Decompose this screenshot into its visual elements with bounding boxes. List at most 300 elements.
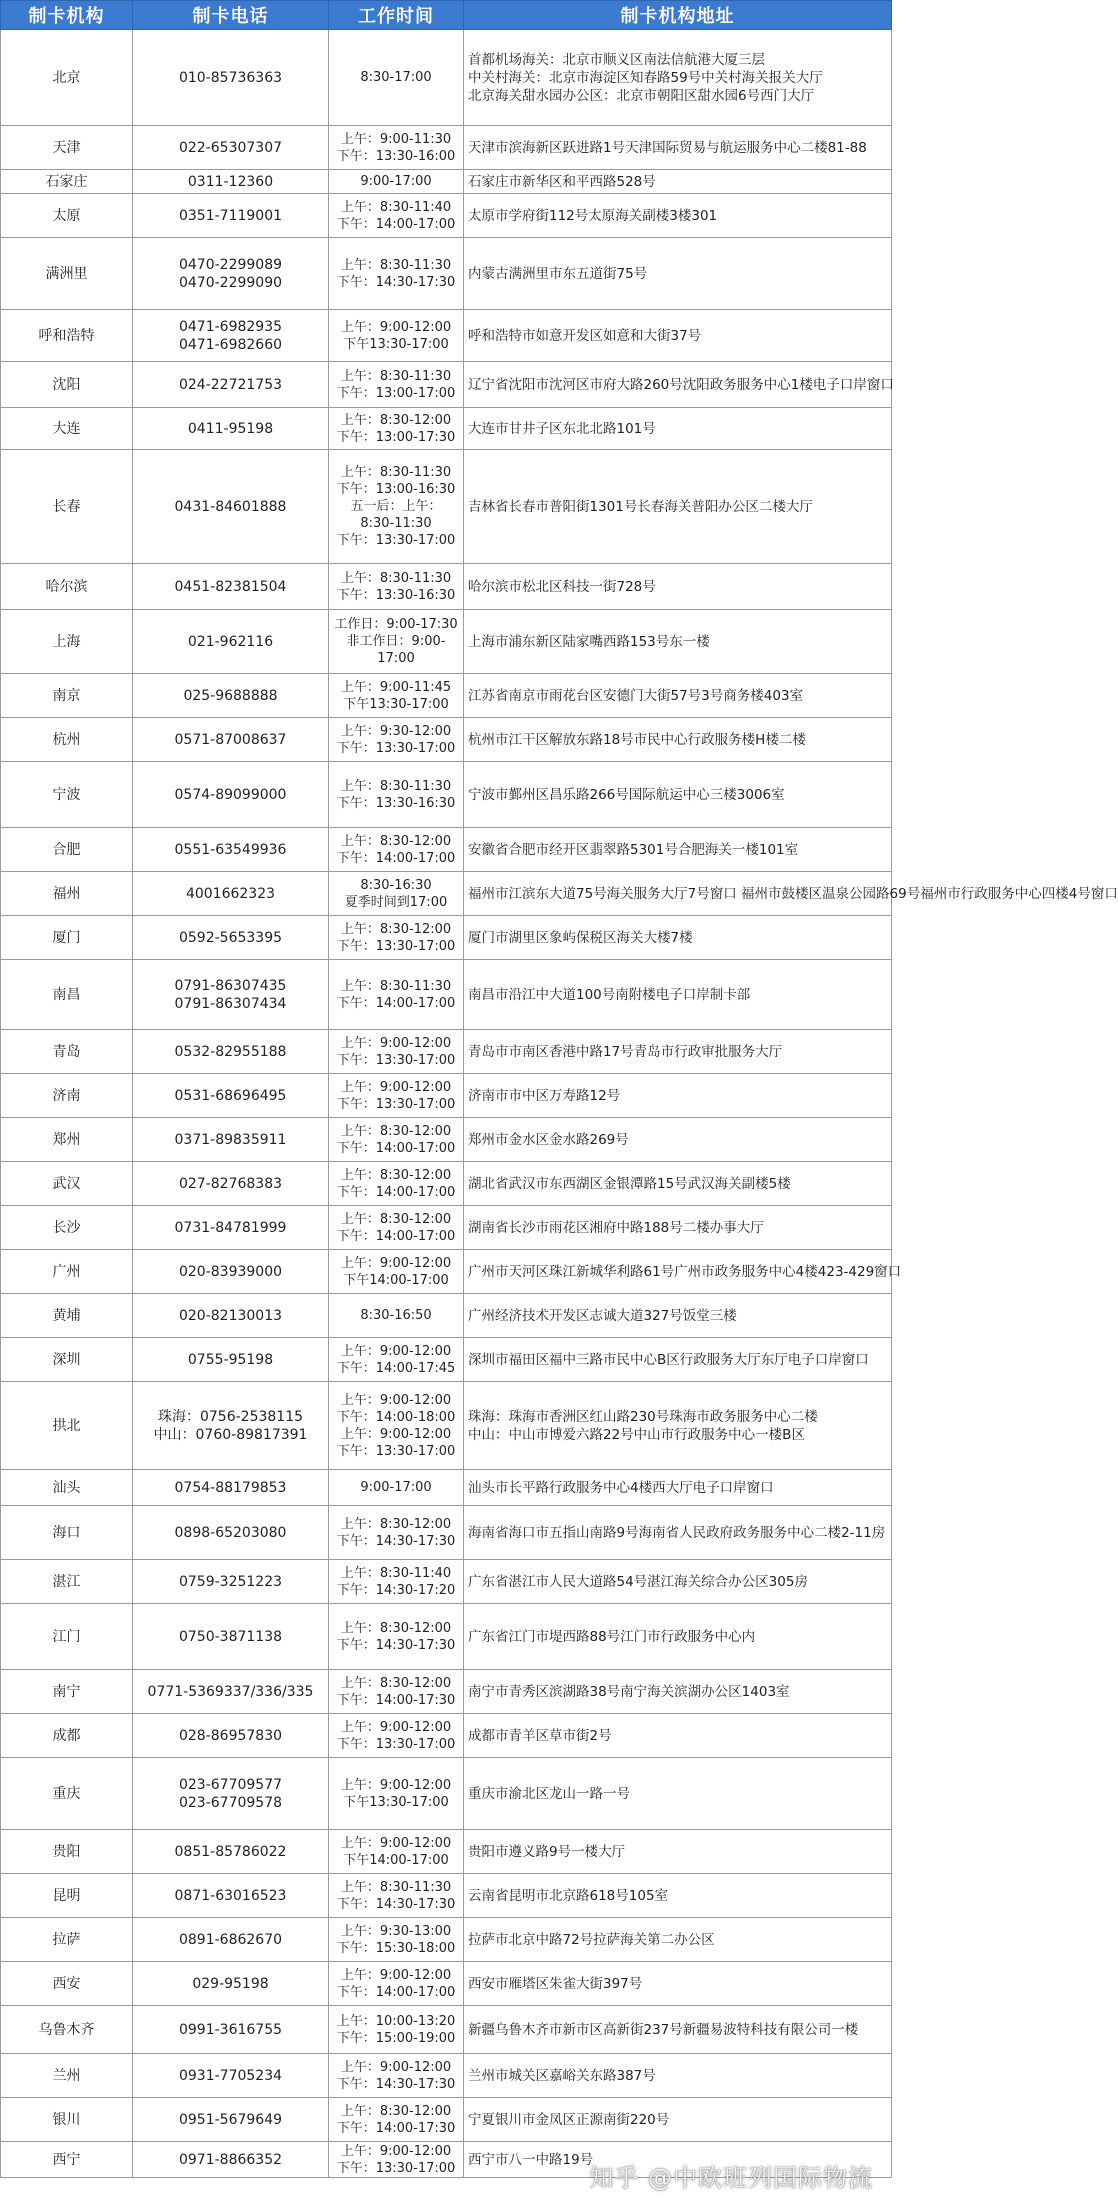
office-hours — [329, 1604, 464, 1670]
office-hours-line: 上午：9:00-12:00 — [340, 1967, 452, 1983]
office-address — [464, 2054, 892, 2098]
office-hours — [329, 170, 464, 194]
office-hours — [329, 1338, 464, 1382]
table-row — [1, 408, 892, 450]
header-office: 制卡机构 — [1, 1, 133, 30]
table-row — [1, 2006, 892, 2054]
office-hours — [329, 1382, 464, 1470]
office-phone-line: 010-85736363 — [178, 69, 283, 86]
table-row — [1, 564, 892, 610]
office-phone — [133, 1470, 329, 1506]
office-hours — [329, 1294, 464, 1338]
office-address-line: 重庆市渝北区龙山一路一号 — [468, 1785, 630, 1802]
office-address-line: 海南省海口市五指山南路9号海南省人民政府政务服务中心二楼2-11房 — [468, 1524, 886, 1541]
office-name: 呼和浩特 — [1, 310, 133, 362]
office-hours-line: 上午：9:00-12:00 — [340, 1719, 452, 1735]
office-name: 福州 — [1, 872, 133, 916]
office-hours-line: 上午：9:00-12:00 — [340, 2059, 452, 2075]
table-row — [1, 1470, 892, 1506]
office-phone — [133, 450, 329, 564]
office-address — [464, 1962, 892, 2006]
table-row — [1, 194, 892, 238]
office-address-line: 湖北省武汉市东西湖区金银潭路15号武汉海关副楼5楼 — [468, 1175, 791, 1192]
office-hours — [329, 872, 464, 916]
office-phone — [133, 1830, 329, 1874]
office-phone-line: 0759-3251223 — [178, 1573, 283, 1590]
office-address-line: 广东省湛江市人民大道路54号湛江海关综合办公区305房 — [468, 1573, 808, 1590]
office-phone-line: 0898-65203080 — [174, 1524, 287, 1541]
office-address-line: 首都机场海关：北京市顺义区南法信航港大厦三层 — [468, 51, 765, 68]
office-hours — [329, 960, 464, 1030]
office-address — [464, 310, 892, 362]
office-hours-line: 下午：14:00-17:00 — [336, 216, 456, 232]
office-name: 银川 — [1, 2098, 133, 2142]
office-hours-line: 下午：13:00-16:30 — [336, 482, 456, 497]
office-hours — [329, 362, 464, 408]
office-phone-line: 0471-6982660 — [178, 336, 283, 353]
office-phone-line: 024-22721753 — [178, 376, 283, 393]
office-address — [464, 610, 892, 674]
office-hours — [329, 564, 464, 610]
office-phone-line: 中山：0760-89817391 — [153, 1426, 308, 1443]
office-hours — [329, 1670, 464, 1714]
office-address-line: 辽宁省沈阳市沈河区市府大路260号沈阳政务服务中心1楼电子口岸窗口 — [468, 376, 894, 393]
office-phone-line: 0851-85786022 — [174, 1843, 287, 1860]
table-row — [1, 2054, 892, 2098]
office-phone — [133, 194, 329, 238]
office-phone — [133, 310, 329, 362]
table-row — [1, 1338, 892, 1382]
office-address-line: 汕头市长平路行政服务中心4楼西大厅电子口岸窗口 — [468, 1479, 774, 1496]
office-address — [464, 1162, 892, 1206]
office-name: 重庆 — [1, 1758, 133, 1830]
office-name: 青岛 — [1, 1030, 133, 1074]
office-phone-line: 0971-8866352 — [178, 2151, 283, 2168]
office-phone-line: 023-67709577 — [178, 1776, 283, 1793]
table-row — [1, 1118, 892, 1162]
office-phone — [133, 1382, 329, 1470]
office-address — [464, 408, 892, 450]
office-hours-line: 下午：13:30-16:00 — [336, 148, 456, 164]
office-address — [464, 194, 892, 238]
office-phone-line: 0532-82955188 — [174, 1043, 287, 1060]
office-hours-line: 上午：8:30-12:00 — [340, 1123, 452, 1139]
office-hours-line: 上午：9:00-12:00 — [340, 1835, 452, 1851]
office-name: 武汉 — [1, 1162, 133, 1206]
office-phone-line: 0371-89835911 — [174, 1131, 287, 1148]
office-phone — [133, 674, 329, 718]
office-hours-line: 下午：14:30-17:30 — [336, 2076, 456, 2092]
office-address — [464, 1338, 892, 1382]
office-hours-line: 下午13:30-17:00 — [343, 1794, 449, 1810]
office-address-line: 中山：中山市博爱六路22号中山市行政服务中心一楼B区 — [468, 1426, 805, 1443]
office-hours-line: 上午：8:30-11:40 — [340, 1565, 452, 1581]
table-body — [1, 30, 1118, 2178]
office-phone — [133, 1118, 329, 1162]
office-phone-line: 0731-84781999 — [174, 1219, 287, 1236]
table-row — [1, 2098, 892, 2142]
office-name: 拱北 — [1, 1382, 133, 1470]
office-hours — [329, 1470, 464, 1506]
office-hours-line: 上午：8:30-12:00 — [340, 1211, 452, 1227]
office-phone — [133, 718, 329, 762]
office-hours — [329, 30, 464, 126]
office-hours — [329, 1506, 464, 1560]
office-name: 长春 — [1, 450, 133, 564]
office-phone — [133, 362, 329, 408]
office-address-line: 成都市青羊区草市街2号 — [468, 1727, 612, 1744]
office-phone — [133, 1206, 329, 1250]
table-row — [1, 1714, 892, 1758]
office-phone-line: 0771-5369337/336/335 — [147, 1683, 314, 1700]
office-phone-line: 0470-2299090 — [178, 274, 283, 291]
office-hours — [329, 310, 464, 362]
office-address-line: 深圳市福田区福中三路市民中心B区行政服务大厅东厅电子口岸窗口 — [468, 1351, 869, 1368]
office-hours — [329, 1758, 464, 1830]
office-name: 南昌 — [1, 960, 133, 1030]
office-hours — [329, 718, 464, 762]
office-hours-line: 上午：9:00-11:30 — [340, 131, 452, 147]
office-hours-line: 工作日：9:00-17:30 — [334, 617, 458, 632]
office-hours-line: 下午14:00-17:00 — [343, 1272, 449, 1288]
office-phone-line: 0431-84601888 — [174, 498, 287, 515]
office-address-line: 广州经济技术开发区志诚大道327号饭堂三楼 — [468, 1307, 737, 1324]
office-phone-line: 0351-7119001 — [178, 207, 283, 224]
office-hours — [329, 916, 464, 960]
table-row — [1, 828, 892, 872]
office-address — [464, 1670, 892, 1714]
office-name: 湛江 — [1, 1560, 133, 1604]
office-address-line: 哈尔滨市松北区科技一街728号 — [468, 578, 656, 595]
office-hours — [329, 1874, 464, 1918]
office-hours-line: 上午：8:30-12:00 — [340, 1620, 452, 1636]
office-address-line: 云南省昆明市北京路618号105室 — [468, 1887, 669, 1904]
office-name: 哈尔滨 — [1, 564, 133, 610]
office-hours — [329, 1118, 464, 1162]
office-phone-line: 0531-68696495 — [174, 1087, 287, 1104]
office-address-line: 广州市天河区珠江新城华利路61号广州市政务服务中心4楼423-429窗口 — [468, 1263, 902, 1280]
office-address — [464, 1118, 892, 1162]
office-address-line: 太原市学府街112号太原海关副楼3楼301 — [468, 207, 718, 224]
office-hours — [329, 450, 464, 564]
office-hours-line: 下午：14:00-17:45 — [336, 1360, 456, 1376]
table-row — [1, 1206, 892, 1250]
office-phone — [133, 126, 329, 170]
office-hours-line: 非工作日：9:00- — [346, 634, 446, 649]
office-hours — [329, 238, 464, 310]
office-name: 兰州 — [1, 2054, 133, 2098]
office-address-line: 宁波市鄞州区昌乐路266号国际航运中心三楼3006室 — [468, 786, 785, 803]
office-hours-line: 下午14:00-17:00 — [343, 1852, 449, 1868]
office-phone — [133, 1962, 329, 2006]
office-phone-line: 029-95198 — [192, 1975, 269, 1992]
office-address — [464, 2098, 892, 2142]
table-row — [1, 126, 892, 170]
office-hours-line: 下午：13:30-17:00 — [336, 533, 456, 548]
table-row — [1, 1162, 892, 1206]
office-name: 南宁 — [1, 1670, 133, 1714]
office-address-line: 宁夏银川市金凤区正源南街220号 — [468, 2111, 670, 2128]
office-address — [464, 718, 892, 762]
office-hours-line: 上午：9:00-12:00 — [340, 1079, 452, 1095]
office-hours-line: 8:30-11:30 — [360, 516, 432, 531]
office-hours-line: 下午：13:30-17:00 — [336, 1736, 456, 1752]
office-address — [464, 170, 892, 194]
office-hours-line: 下午：14:30-17:30 — [336, 274, 456, 290]
office-hours-line: 9:00-17:00 — [360, 1480, 432, 1495]
office-name: 满洲里 — [1, 238, 133, 310]
office-hours-line: 下午：13:30-17:00 — [336, 740, 456, 756]
table-row — [1, 1830, 892, 1874]
office-name: 昆明 — [1, 1874, 133, 1918]
office-hours-line: 上午：8:30-12:00 — [340, 833, 452, 849]
office-phone — [133, 1604, 329, 1670]
office-phone — [133, 916, 329, 960]
office-address-line: 南昌市沿江中大道100号南附楼电子口岸制卡部 — [468, 986, 751, 1003]
office-hours-line: 下午13:30-17:00 — [343, 696, 449, 712]
office-phone-line: 0411-95198 — [187, 420, 274, 437]
office-phone-line: 023-67709578 — [178, 1794, 283, 1811]
office-name: 海口 — [1, 1506, 133, 1560]
office-phone — [133, 828, 329, 872]
office-hours-line: 上午：8:30-12:00 — [340, 412, 452, 428]
office-phone — [133, 238, 329, 310]
office-phone-line: 0592-5653395 — [178, 929, 283, 946]
table-row — [1, 1758, 892, 1830]
office-address — [464, 30, 892, 126]
office-address — [464, 872, 1118, 916]
office-phone — [133, 610, 329, 674]
office-hours-line: 上午：9:00-12:00 — [340, 1777, 452, 1793]
office-name: 汕头 — [1, 1470, 133, 1506]
office-address — [464, 564, 892, 610]
office-hours — [329, 194, 464, 238]
office-hours-line: 上午：8:30-12:00 — [340, 1675, 452, 1691]
office-name: 拉萨 — [1, 1918, 133, 1962]
office-phone-line: 020-83939000 — [178, 1263, 283, 1280]
office-phone-line: 025-9688888 — [183, 687, 278, 704]
office-hours-line: 上午：10:00-13:20 — [336, 2013, 456, 2029]
office-hours — [329, 2006, 464, 2054]
office-phone-line: 0571-87008637 — [174, 731, 287, 748]
office-hours — [329, 674, 464, 718]
office-name: 上海 — [1, 610, 133, 674]
office-hours — [329, 1918, 464, 1962]
office-phone — [133, 1560, 329, 1604]
office-hours-line: 上午：8:30-11:30 — [340, 978, 452, 994]
office-hours-line: 8:30-16:50 — [360, 1308, 432, 1323]
office-phone — [133, 1294, 329, 1338]
office-hours — [329, 1162, 464, 1206]
office-phone — [133, 1714, 329, 1758]
office-phone-line: 027-82768383 — [178, 1175, 283, 1192]
office-phone-line: 0754-88179853 — [174, 1479, 287, 1496]
office-hours-line: 下午：14:00-17:30 — [336, 2120, 456, 2136]
office-address — [464, 238, 892, 310]
office-hours-line: 9:00-17:00 — [360, 174, 432, 189]
office-hours-line: 17:00 — [377, 651, 415, 666]
table-row — [1, 1604, 892, 1670]
office-name: 乌鲁木齐 — [1, 2006, 133, 2054]
office-phone — [133, 1162, 329, 1206]
office-address — [464, 1470, 892, 1506]
office-address — [464, 1250, 902, 1294]
office-hours — [329, 1714, 464, 1758]
office-address — [464, 1294, 892, 1338]
office-hours-line: 8:30-17:00 — [360, 70, 432, 85]
table-row — [1, 1560, 892, 1604]
office-hours-line: 上午：9:00-11:45 — [340, 679, 452, 695]
table-row — [1, 238, 892, 310]
table-row — [1, 362, 892, 408]
office-address-line: 呼和浩特市如意开发区如意和大街37号 — [468, 327, 702, 344]
office-hours-line: 下午：13:30-16:30 — [336, 587, 456, 603]
office-hours — [329, 2098, 464, 2142]
table-row — [1, 170, 892, 194]
office-hours-line: 下午：13:30-17:00 — [336, 2160, 456, 2176]
office-name: 深圳 — [1, 1338, 133, 1382]
office-hours — [329, 610, 464, 674]
office-hours-line: 上午：9:30-13:00 — [340, 1923, 452, 1939]
office-address — [464, 1560, 892, 1604]
table-row — [1, 310, 892, 362]
office-address — [464, 762, 892, 828]
office-address — [464, 1030, 892, 1074]
office-phone-line: 0311-12360 — [187, 173, 274, 190]
office-address-line: 郑州市金水区金水路269号 — [468, 1131, 629, 1148]
office-hours-line: 下午13:30-17:00 — [343, 336, 449, 352]
office-phone — [133, 762, 329, 828]
office-phone — [133, 1030, 329, 1074]
office-address — [464, 450, 892, 564]
office-hours-line: 夏季时间到17:00 — [344, 894, 448, 910]
office-name: 太原 — [1, 194, 133, 238]
office-phone-line: 0951-5679649 — [178, 2111, 283, 2128]
office-hours-line: 上午：9:30-12:00 — [340, 723, 452, 739]
table-row — [1, 30, 892, 126]
office-phone — [133, 960, 329, 1030]
office-hours — [329, 1962, 464, 2006]
office-hours — [329, 2142, 464, 2178]
office-hours-line: 下午：14:00-18:00 — [336, 1409, 456, 1425]
office-hours-line: 下午：13:30-17:00 — [336, 1096, 456, 1112]
table-row — [1, 718, 892, 762]
office-name: 杭州 — [1, 718, 133, 762]
office-hours — [329, 1250, 464, 1294]
office-address-line: 珠海：珠海市香洲区红山路230号珠海市政务服务中心二楼 — [468, 1408, 818, 1425]
office-phone-line: 0931-7705234 — [178, 2067, 283, 2084]
office-address-line: 石家庄市新华区和平西路528号 — [468, 173, 656, 190]
office-hours-line: 上午：8:30-12:00 — [340, 2103, 452, 2119]
office-hours-line: 上午：9:00-12:00 — [340, 319, 452, 335]
office-name: 南京 — [1, 674, 133, 718]
header-phone: 制卡电话 — [133, 1, 329, 30]
office-hours-line: 下午：14:00-17:00 — [336, 995, 456, 1011]
office-phone — [133, 2142, 329, 2178]
office-hours — [329, 1830, 464, 1874]
office-phone-line: 0871-63016523 — [174, 1887, 287, 1904]
table-row — [1, 450, 892, 564]
office-phone — [133, 564, 329, 610]
office-hours — [329, 408, 464, 450]
office-phone — [133, 1670, 329, 1714]
office-hours-line: 上午：8:30-11:40 — [340, 199, 452, 215]
office-hours-line: 下午：15:00-19:00 — [336, 2030, 456, 2046]
office-hours-line: 下午：13:00-17:00 — [336, 385, 456, 401]
office-address-line: 北京海关甜水园办公区：北京市朝阳区甜水园6号西门大厅 — [468, 87, 815, 104]
header-address: 制卡机构地址 — [464, 1, 892, 30]
office-hours-line: 上午：8:30-11:30 — [340, 465, 452, 480]
office-address-line: 安徽省合肥市经开区翡翠路5301号合肥海关一楼101室 — [468, 841, 799, 858]
office-hours-line: 下午：14:00-17:00 — [336, 1228, 456, 1244]
office-name: 石家庄 — [1, 170, 133, 194]
header-row — [1, 1, 892, 30]
table-row — [1, 1962, 892, 2006]
office-address — [464, 1382, 892, 1470]
office-address-line: 大连市甘井子区东北北路101号 — [468, 420, 656, 437]
office-address — [464, 1714, 892, 1758]
office-name: 沈阳 — [1, 362, 133, 408]
office-hours-line: 下午：14:30-17:30 — [336, 1533, 456, 1549]
office-phone — [133, 408, 329, 450]
office-phone-line: 0755-95198 — [187, 1351, 274, 1368]
office-hours-line: 上午：8:30-11:30 — [340, 570, 452, 586]
office-hours-line: 下午：14:30-17:30 — [336, 1637, 456, 1653]
table-row — [1, 1874, 892, 1918]
office-address — [464, 1206, 892, 1250]
office-phone — [133, 1074, 329, 1118]
table-row — [1, 1506, 892, 1560]
office-address — [464, 1918, 892, 1962]
office-hours-line: 上午：8:30-11:30 — [340, 778, 452, 794]
table-row — [1, 1030, 892, 1074]
office-address-line: 拉萨市北京中路72号拉萨海关第二办公区 — [468, 1931, 715, 1948]
office-address — [464, 1830, 892, 1874]
office-name: 江门 — [1, 1604, 133, 1670]
office-hours-line: 下午：13:00-17:30 — [336, 429, 456, 445]
office-name: 宁波 — [1, 762, 133, 828]
office-hours-line: 上午：8:30-12:00 — [340, 1516, 452, 1532]
office-address-line: 广东省江门市堤西路88号江门市行政服务中心内 — [468, 1628, 756, 1645]
office-name: 贵阳 — [1, 1830, 133, 1874]
office-name: 广州 — [1, 1250, 133, 1294]
office-name: 黄埔 — [1, 1294, 133, 1338]
office-phone — [133, 2098, 329, 2142]
office-hours-line: 上午：8:30-12:00 — [340, 1167, 452, 1183]
office-hours-line: 8:30-16:30 — [360, 877, 432, 893]
office-hours-line: 下午：13:30-16:30 — [336, 795, 456, 811]
office-address-line: 湖南省长沙市雨花区湘府中路188号二楼办事大厅 — [468, 1219, 764, 1236]
office-address-line: 吉林省长春市普阳街1301号长春海关普阳办公区二楼大厅 — [468, 498, 813, 515]
office-address — [464, 126, 892, 170]
office-hours-line: 上午：8:30-11:30 — [340, 1879, 452, 1895]
office-phone — [133, 2006, 329, 2054]
office-phone-line: 021-962116 — [187, 633, 274, 650]
office-hours-line: 下午：13:30-17:00 — [336, 938, 456, 954]
office-hours — [329, 2054, 464, 2098]
office-hours-line: 下午：14:30-17:20 — [336, 1582, 456, 1598]
office-name: 郑州 — [1, 1118, 133, 1162]
office-phone-line: 0991-3616755 — [178, 2021, 283, 2038]
table-row — [1, 1250, 892, 1294]
office-phone-line: 0791-86307434 — [174, 995, 287, 1012]
office-address-line: 兰州市城关区嘉峪关东路387号 — [468, 2067, 656, 2084]
office-hours-line: 上午：9:00-12:00 — [340, 2143, 452, 2159]
office-name: 天津 — [1, 126, 133, 170]
office-phone-line: 0551-63549936 — [174, 841, 287, 858]
office-phone-line: 0470-2299089 — [178, 256, 283, 273]
office-address-line: 济南市市中区万寿路12号 — [468, 1087, 621, 1104]
